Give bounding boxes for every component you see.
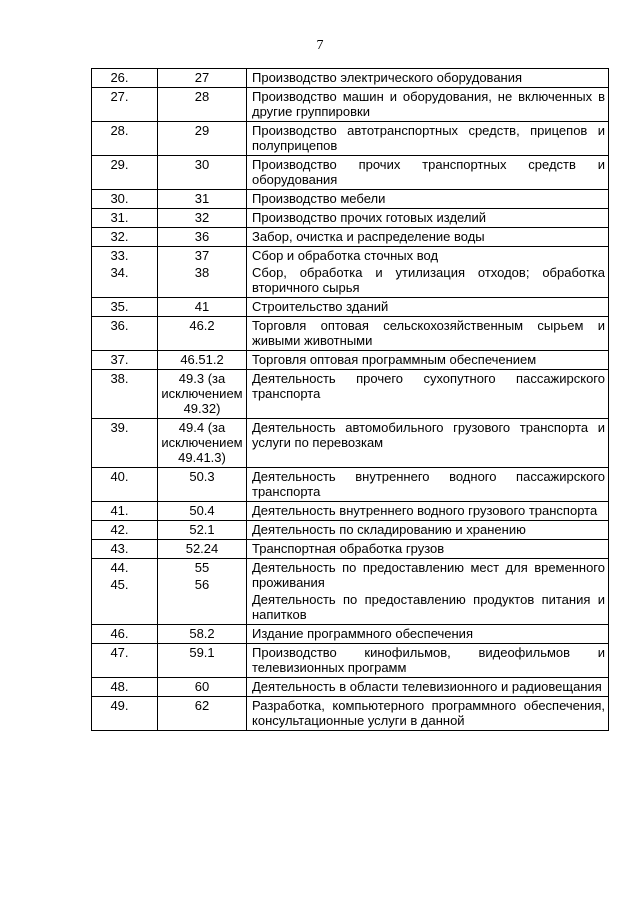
okved-code-cell — [158, 209, 247, 228]
okved-code-cell — [158, 468, 247, 502]
row-number-cell — [92, 625, 158, 644]
table-row — [92, 625, 609, 644]
activity-name: Издание программного обеспечения — [252, 626, 473, 641]
okved-code: 28 — [194, 89, 210, 104]
row-number: 42. — [110, 522, 129, 537]
activity-name: Деятельность по складированию и хранению — [252, 522, 526, 537]
okved-code-cell — [158, 88, 247, 122]
okved-code: 56 — [194, 577, 210, 592]
activity-name: Деятельность по предоставлению мест для временного проживания — [252, 560, 605, 590]
okved-code: 62 — [194, 698, 210, 713]
table-row — [92, 419, 609, 468]
activity-name: Производство электрического оборудования — [252, 70, 523, 85]
okved-code-cell — [158, 298, 247, 317]
okved-code: 52.24 — [185, 541, 219, 556]
activity-name-cell — [247, 351, 609, 370]
okved-code-cell — [158, 228, 247, 247]
row-number: 41. — [110, 503, 129, 518]
activity-name: Разработка, компьютерного программного обеспечения, консультационные услуги в данной — [252, 698, 605, 728]
activity-name: Производство машин и оборудования, не включенных в другие группировки — [252, 89, 605, 119]
activity-name: Торговля оптовая программным обеспечением — [252, 352, 537, 367]
row-number: 31. — [110, 210, 129, 225]
okved-code-cell — [158, 370, 247, 419]
row-number-cell — [92, 540, 158, 559]
okved-code: 59.1 — [189, 645, 215, 660]
row-number-cell — [92, 156, 158, 190]
row-number-cell — [92, 678, 158, 697]
page-number: 7 — [316, 38, 324, 53]
table-row — [92, 88, 609, 122]
table-row — [92, 644, 609, 678]
activity-name: Деятельность внутреннего водного грузового транспорта — [252, 503, 598, 518]
activity-name: Производство мебели — [252, 191, 386, 206]
okved-code-cell — [158, 317, 247, 351]
table-row — [92, 69, 609, 88]
row-number: 37. — [110, 352, 129, 367]
row-number-cell — [92, 502, 158, 521]
activity-name: Строительство зданий — [252, 299, 389, 314]
okved-code: 37 — [194, 248, 210, 263]
table-row — [92, 351, 609, 370]
table-row — [92, 521, 609, 540]
okved-code: 50.4 — [189, 503, 215, 518]
row-number: 34. — [110, 265, 129, 280]
okved-code-cell — [158, 156, 247, 190]
row-number-cell — [92, 209, 158, 228]
row-number: 46. — [110, 626, 129, 641]
activity-name: Производство кинофильмов, видеофильмов и телевизионных программ — [252, 645, 605, 675]
activity-name: Торговля оптовая сельскохозяйственным сырьем и живыми животными — [252, 318, 605, 348]
row-number: 45. — [110, 577, 129, 592]
row-number: 33. — [110, 248, 129, 263]
activity-name-cell — [247, 317, 609, 351]
activity-name-cell — [247, 697, 609, 731]
table-row — [92, 678, 609, 697]
row-number: 36. — [110, 318, 129, 333]
activity-name-cell — [247, 502, 609, 521]
row-number-cell — [92, 644, 158, 678]
okved-code-cell — [158, 697, 247, 731]
activity-name: Забор, очистка и распределение воды — [252, 229, 485, 244]
row-number-cell — [92, 521, 158, 540]
okved-code-cell — [158, 122, 247, 156]
row-number: 26. — [110, 70, 129, 85]
activity-name-cell — [247, 122, 609, 156]
okved-code: 55 — [194, 560, 210, 575]
table-row — [92, 540, 609, 559]
okved-code-cell — [158, 644, 247, 678]
row-number: 48. — [110, 679, 129, 694]
activity-name: Деятельность по предоставлению продуктов питания и напитков — [252, 592, 605, 622]
row-number: 29. — [110, 157, 129, 172]
activity-name: Деятельность в области телевизионного и радиовещания — [252, 679, 602, 694]
row-number-cell — [92, 122, 158, 156]
activity-name: Деятельность автомобильного грузового транспорта и услуги по перевозкам — [252, 420, 605, 450]
activity-name-cell — [247, 209, 609, 228]
table-row — [92, 247, 609, 298]
activity-name: Производство прочих готовых изделий — [252, 210, 486, 225]
okved-code: 49.3 (за исключением 49.32) — [161, 371, 243, 416]
okved-code: 31 — [194, 191, 210, 206]
okved-code: 46.51.2 — [180, 352, 224, 367]
okved-code: 30 — [194, 157, 210, 172]
row-number-cell — [92, 370, 158, 419]
table-row — [92, 697, 609, 731]
activity-name: Сбор и обработка сточных вод — [252, 248, 439, 263]
activity-name-cell — [247, 644, 609, 678]
activity-name-cell — [247, 228, 609, 247]
activity-name-cell — [247, 156, 609, 190]
okved-code-cell — [158, 247, 247, 298]
activity-name-cell — [247, 298, 609, 317]
table-row — [92, 317, 609, 351]
activity-name-cell — [247, 419, 609, 468]
activity-name-cell — [247, 69, 609, 88]
okved-code-cell — [158, 678, 247, 697]
row-number: 28. — [110, 123, 129, 138]
okved-code: 32 — [194, 210, 210, 225]
activity-name-cell — [247, 540, 609, 559]
row-number: 30. — [110, 191, 129, 206]
okved-code-cell — [158, 351, 247, 370]
table-row — [92, 298, 609, 317]
okved-code-cell — [158, 190, 247, 209]
row-number: 49. — [110, 698, 129, 713]
row-number: 47. — [110, 645, 129, 660]
table-row — [92, 468, 609, 502]
okved-code: 36 — [194, 229, 210, 244]
row-number: 38. — [110, 371, 129, 386]
row-number: 39. — [110, 420, 129, 435]
activity-name-cell — [247, 559, 609, 625]
table-row — [92, 370, 609, 419]
row-number-cell — [92, 559, 158, 625]
row-number-cell — [92, 298, 158, 317]
row-number-cell — [92, 88, 158, 122]
okved-code: 52.1 — [189, 522, 215, 537]
row-number-cell — [92, 247, 158, 298]
okved-code-cell — [158, 419, 247, 468]
activity-name: Деятельность прочего сухопутного пассажирского транспорта — [252, 371, 605, 401]
table-row — [92, 228, 609, 247]
row-number-cell — [92, 228, 158, 247]
row-number: 40. — [110, 469, 129, 484]
okved-table — [91, 68, 609, 731]
row-number: 43. — [110, 541, 129, 556]
activity-name: Производство автотранспортных средств, прицепов и полуприцепов — [252, 123, 605, 153]
okved-code: 27 — [194, 70, 210, 85]
row-number-cell — [92, 419, 158, 468]
okved-code-cell — [158, 521, 247, 540]
okved-code-cell — [158, 559, 247, 625]
activity-name-cell — [247, 625, 609, 644]
okved-code: 49.4 (за исключением 49.41.3) — [161, 420, 243, 465]
table-row — [92, 209, 609, 228]
okved-code: 41 — [194, 299, 210, 314]
activity-name-cell — [247, 88, 609, 122]
activity-name: Производство прочих транспортных средств и оборудования — [252, 157, 605, 187]
activity-name-cell — [247, 468, 609, 502]
okved-code: 38 — [194, 265, 210, 280]
activity-name-cell — [247, 370, 609, 419]
table-row — [92, 190, 609, 209]
okved-code: 46.2 — [189, 318, 215, 333]
okved-code-cell — [158, 502, 247, 521]
activity-name: Сбор, обработка и утилизация отходов; обработка вторичного сырья — [252, 265, 605, 295]
okved-code: 50.3 — [189, 469, 215, 484]
okved-code-cell — [158, 69, 247, 88]
okved-code: 60 — [194, 679, 210, 694]
row-number-cell — [92, 351, 158, 370]
table-row — [92, 122, 609, 156]
okved-code: 29 — [194, 123, 210, 138]
activity-name-cell — [247, 678, 609, 697]
row-number-cell — [92, 190, 158, 209]
table-row — [92, 502, 609, 521]
okved-code-cell — [158, 625, 247, 644]
activity-name: Деятельность внутреннего водного пассажирского транспорта — [252, 469, 605, 499]
row-number-cell — [92, 317, 158, 351]
row-number: 32. — [110, 229, 129, 244]
activity-name-cell — [247, 247, 609, 298]
row-number-cell — [92, 697, 158, 731]
okved-code-cell — [158, 540, 247, 559]
okved-code: 58.2 — [189, 626, 215, 641]
table-row — [92, 559, 609, 625]
activity-name-cell — [247, 521, 609, 540]
activity-name-cell — [247, 190, 609, 209]
activity-name: Транспортная обработка грузов — [252, 541, 445, 556]
table-body — [92, 69, 609, 731]
row-number: 27. — [110, 89, 129, 104]
row-number: 44. — [110, 560, 129, 575]
table-row — [92, 156, 609, 190]
row-number-cell — [92, 69, 158, 88]
row-number-cell — [92, 468, 158, 502]
row-number: 35. — [110, 299, 129, 314]
